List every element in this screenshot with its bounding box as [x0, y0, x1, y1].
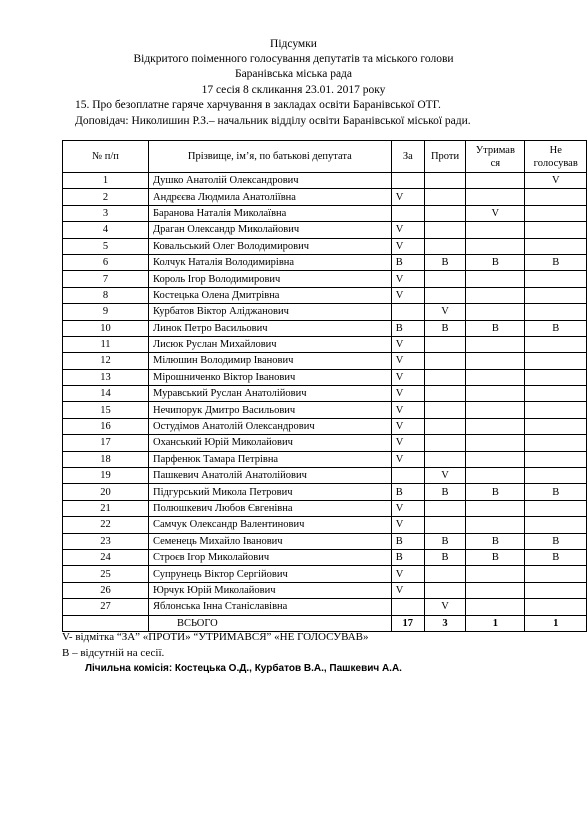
table-row [63, 205, 587, 221]
table-row [63, 254, 587, 270]
deputy-name: Лисюк Руслан Михайлович [149, 336, 392, 352]
deputy-name: Парфенюк Тамара Петрівна [149, 451, 392, 467]
vote-za: V [391, 189, 424, 205]
vote-ne-golosuvav [525, 451, 587, 467]
vote-utrymavsya [466, 468, 525, 484]
deputy-name: Полюшкевич Любов Євгенівна [149, 500, 392, 516]
vote-proty [424, 271, 465, 287]
vote-ne-golosuvav: В [525, 549, 587, 565]
vote-utrymavsya [466, 222, 525, 238]
row-num: 2 [63, 189, 149, 205]
vote-utrymavsya: В [466, 320, 525, 336]
total-num-cell [63, 615, 149, 631]
vote-ne-golosuvav [525, 582, 587, 598]
vote-ne-golosuvav [525, 205, 587, 221]
vote-za: V [391, 500, 424, 516]
table-row [63, 435, 587, 451]
vote-za [391, 173, 424, 189]
deputy-name: Остудімов Анатолій Олександрович [149, 418, 392, 434]
vote-proty [424, 353, 465, 369]
vote-utrymavsya: В [466, 549, 525, 565]
vote-proty: В [424, 549, 465, 565]
vote-utrymavsya [466, 304, 525, 320]
header-utrymavsya: Утримав ся [466, 141, 525, 173]
total-label: ВСЬОГО [149, 615, 392, 631]
vote-za: V [391, 386, 424, 402]
vote-ne-golosuvav: В [525, 320, 587, 336]
legend-b: В – відсутній на сесії. [62, 647, 165, 659]
council-name: Баранівська міська рада [234, 68, 353, 80]
table-row [63, 287, 587, 303]
table-row [63, 484, 587, 500]
vote-ne-golosuvav [525, 238, 587, 254]
row-num: 22 [63, 517, 149, 533]
deputy-name: Юрчук Юрій Миколайович [149, 582, 392, 598]
vote-proty: V [424, 468, 465, 484]
vote-utrymavsya [466, 418, 525, 434]
deputy-name: Драган Олександр Миколайович [149, 222, 392, 238]
table-row [63, 271, 587, 287]
vote-utrymavsya [466, 435, 525, 451]
row-num: 10 [63, 320, 149, 336]
vote-ne-golosuvav [525, 599, 587, 615]
vote-proty [424, 369, 465, 385]
vote-ne-golosuvav [525, 386, 587, 402]
row-num: 4 [63, 222, 149, 238]
vote-utrymavsya [466, 173, 525, 189]
vote-za: В [391, 533, 424, 549]
header-num: № п/п [63, 141, 149, 173]
vote-ne-golosuvav [525, 566, 587, 582]
row-num: 23 [63, 533, 149, 549]
vote-za: V [391, 336, 424, 352]
vote-za [391, 599, 424, 615]
vote-za: V [391, 517, 424, 533]
row-num: 14 [63, 386, 149, 402]
vote-utrymavsya [466, 287, 525, 303]
row-num: 25 [63, 566, 149, 582]
vote-proty [424, 173, 465, 189]
deputy-name: Строєв Ігор Миколайович [149, 549, 392, 565]
header-name: Прізвище, ім’я, по батькові депутата [149, 141, 392, 173]
row-num: 19 [63, 468, 149, 484]
total-proty: 3 [424, 615, 465, 631]
vote-za: V [391, 582, 424, 598]
deputy-name: Король Ігор Володимирович [149, 271, 392, 287]
deputy-name: Супрунець Віктор Сергійович [149, 566, 392, 582]
table-row [63, 533, 587, 549]
counting-commission: Лічильна комісія: Костецька О.Д., Курбатов В.А., Пашкевич А.А. [85, 663, 402, 674]
vote-ne-golosuvav: В [525, 254, 587, 270]
table-row [63, 369, 587, 385]
vote-proty [424, 205, 465, 221]
table-row [63, 468, 587, 484]
table-row [63, 402, 587, 418]
total-ne-golosuvav: 1 [525, 615, 587, 631]
table-row [63, 238, 587, 254]
vote-proty [424, 517, 465, 533]
vote-ne-golosuvav [525, 468, 587, 484]
table-row [63, 336, 587, 352]
vote-ne-golosuvav: V [525, 173, 587, 189]
vote-za: V [391, 451, 424, 467]
vote-ne-golosuvav [525, 271, 587, 287]
vote-proty [424, 418, 465, 434]
vote-za: V [391, 287, 424, 303]
deputy-name: Нечипорук Дмитро Васильович [149, 402, 392, 418]
doc-title: Підсумки [270, 38, 317, 50]
row-num: 26 [63, 582, 149, 598]
vote-za: В [391, 320, 424, 336]
row-num: 6 [63, 254, 149, 270]
row-num: 27 [63, 599, 149, 615]
agenda-item: 15. Про безоплатне гаряче харчування в закладах освіти Баранівської ОТГ. [75, 99, 441, 111]
header-proty: Проти [424, 141, 465, 173]
vote-proty: V [424, 599, 465, 615]
vote-za: V [391, 353, 424, 369]
vote-za [391, 205, 424, 221]
table-body [63, 173, 587, 616]
table-row [63, 566, 587, 582]
vote-utrymavsya [466, 189, 525, 205]
header-za: За [391, 141, 424, 173]
vote-ne-golosuvav [525, 369, 587, 385]
vote-utrymavsya [466, 336, 525, 352]
vote-ne-golosuvav: В [525, 533, 587, 549]
row-num: 7 [63, 271, 149, 287]
table-row [63, 304, 587, 320]
vote-proty [424, 336, 465, 352]
deputy-name: Баранова Наталія Миколаївна [149, 205, 392, 221]
row-num: 15 [63, 402, 149, 418]
vote-utrymavsya [466, 500, 525, 516]
header-ne-golosuvav: Не голосував [525, 141, 587, 173]
vote-ne-golosuvav [525, 304, 587, 320]
vote-proty [424, 386, 465, 402]
vote-proty: В [424, 320, 465, 336]
speaker-line: Доповідач: Николишин Р.З.– начальник відділу освіти Баранівської міської ради. [75, 115, 471, 127]
vote-ne-golosuvav [525, 189, 587, 205]
vote-proty [424, 189, 465, 205]
vote-za: V [391, 271, 424, 287]
deputy-name: Мірошниченко Віктор Іванович [149, 369, 392, 385]
vote-za: V [391, 435, 424, 451]
table-row [63, 582, 587, 598]
table-row [63, 353, 587, 369]
row-num: 13 [63, 369, 149, 385]
legend-v: V- відмітка “ЗА” «ПРОТИ» “УТРИМАВСЯ” «НЕ ГОЛОСУВАВ» [62, 631, 369, 643]
row-num: 20 [63, 484, 149, 500]
deputy-name: Муравський Руслан Анатолійович [149, 386, 392, 402]
table-row [63, 320, 587, 336]
total-za: 17 [391, 615, 424, 631]
deputy-name: Курбатов Віктор Аліджанович [149, 304, 392, 320]
vote-za [391, 304, 424, 320]
vote-utrymavsya [466, 402, 525, 418]
vote-proty [424, 435, 465, 451]
vote-utrymavsya [466, 599, 525, 615]
vote-ne-golosuvav [525, 336, 587, 352]
vote-proty [424, 287, 465, 303]
table-row [63, 386, 587, 402]
vote-za: В [391, 549, 424, 565]
vote-ne-golosuvav [525, 517, 587, 533]
session-info: 17 сесія 8 скликання 23.01. 2017 року [201, 84, 386, 96]
vote-utrymavsya [466, 386, 525, 402]
deputy-name: Яблонська Інна Станіславівна [149, 599, 392, 615]
deputy-name: Костецька Олена Дмитрівна [149, 287, 392, 303]
deputy-name: Душко Анатолій Олександрович [149, 173, 392, 189]
total-utrymavsya: 1 [466, 615, 525, 631]
deputy-name: Пашкевич Анатолій Анатолійович [149, 468, 392, 484]
vote-utrymavsya [466, 451, 525, 467]
deputy-name: Оханський Юрій Миколайович [149, 435, 392, 451]
row-num: 9 [63, 304, 149, 320]
vote-za: V [391, 566, 424, 582]
vote-utrymavsya: В [466, 254, 525, 270]
table-row [63, 500, 587, 516]
vote-proty [424, 238, 465, 254]
vote-proty: В [424, 484, 465, 500]
voting-table [62, 140, 587, 632]
deputy-name: Семенець Михайло Іванович [149, 533, 392, 549]
vote-ne-golosuvav [525, 418, 587, 434]
vote-za: V [391, 369, 424, 385]
row-num: 24 [63, 549, 149, 565]
vote-utrymavsya: В [466, 533, 525, 549]
deputy-name: Мілюшин Володимир Іванович [149, 353, 392, 369]
vote-za: В [391, 254, 424, 270]
vote-za: V [391, 402, 424, 418]
vote-utrymavsya [466, 517, 525, 533]
vote-ne-golosuvav [525, 435, 587, 451]
row-num: 16 [63, 418, 149, 434]
vote-proty: В [424, 254, 465, 270]
vote-utrymavsya [466, 353, 525, 369]
vote-utrymavsya [466, 369, 525, 385]
table-row [63, 222, 587, 238]
vote-proty [424, 566, 465, 582]
deputy-name: Линок Петро Васильович [149, 320, 392, 336]
vote-ne-golosuvav [525, 287, 587, 303]
table-row [63, 189, 587, 205]
vote-proty: В [424, 533, 465, 549]
deputy-name: Ковальський Олег Володимирович [149, 238, 392, 254]
vote-za: В [391, 484, 424, 500]
vote-utrymavsya [466, 582, 525, 598]
table-row [63, 418, 587, 434]
vote-za [391, 468, 424, 484]
vote-utrymavsya: В [466, 484, 525, 500]
table-row [63, 599, 587, 615]
deputy-name: Підгурський Микола Петрович [149, 484, 392, 500]
vote-proty [424, 582, 465, 598]
vote-ne-golosuvav: В [525, 484, 587, 500]
doc-subtitle: Відкритого поіменного голосування депутатів та міського голови [133, 53, 454, 65]
row-num: 5 [63, 238, 149, 254]
table-row [63, 517, 587, 533]
vote-ne-golosuvav [525, 402, 587, 418]
row-num: 8 [63, 287, 149, 303]
vote-utrymavsya: V [466, 205, 525, 221]
vote-utrymavsya [466, 271, 525, 287]
deputy-name: Колчук Наталія Володимирівна [149, 254, 392, 270]
deputy-name: Самчук Олександр Валентинович [149, 517, 392, 533]
vote-ne-golosuvav [525, 500, 587, 516]
total-row [63, 615, 587, 631]
vote-ne-golosuvav [525, 222, 587, 238]
row-num: 12 [63, 353, 149, 369]
vote-utrymavsya [466, 238, 525, 254]
deputy-name: Андрєєва Людмила Анатоліївна [149, 189, 392, 205]
vote-proty [424, 222, 465, 238]
row-num: 21 [63, 500, 149, 516]
vote-proty [424, 402, 465, 418]
vote-utrymavsya [466, 566, 525, 582]
row-num: 3 [63, 205, 149, 221]
vote-proty [424, 500, 465, 516]
row-num: 1 [63, 173, 149, 189]
row-num: 11 [63, 336, 149, 352]
table-row [63, 549, 587, 565]
vote-za: V [391, 418, 424, 434]
vote-proty: V [424, 304, 465, 320]
row-num: 18 [63, 451, 149, 467]
table-row [63, 173, 587, 189]
table-row [63, 451, 587, 467]
row-num: 17 [63, 435, 149, 451]
table-header-row [63, 141, 587, 173]
vote-za: V [391, 222, 424, 238]
vote-ne-golosuvav [525, 353, 587, 369]
vote-za: V [391, 238, 424, 254]
vote-proty [424, 451, 465, 467]
